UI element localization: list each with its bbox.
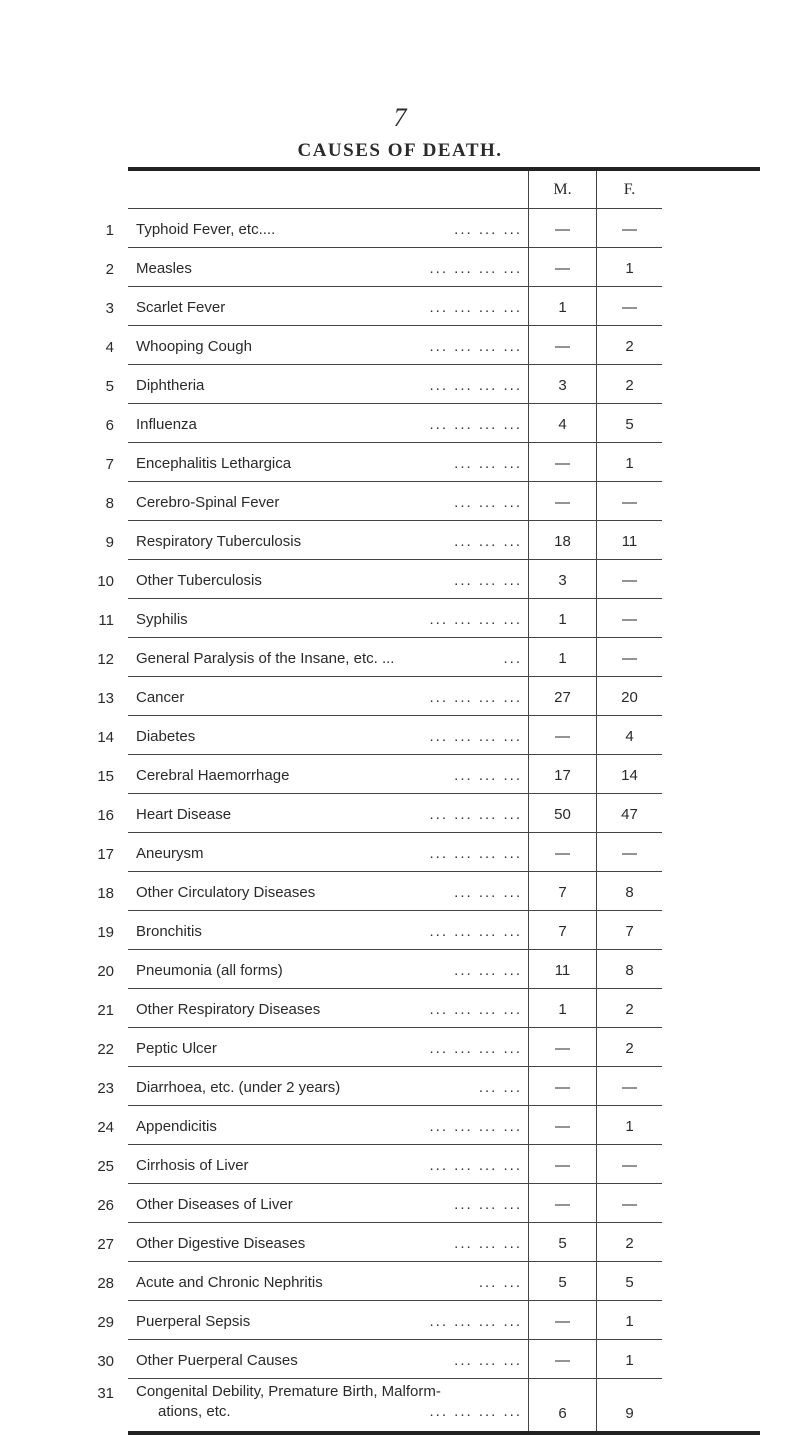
cause-cell bbox=[128, 1223, 528, 1262]
row-number: 3 bbox=[105, 300, 114, 317]
table-header-row bbox=[128, 171, 760, 209]
cause-label: Other Tuberculosis bbox=[136, 572, 272, 589]
header-cause-cell bbox=[128, 171, 528, 209]
leader-dots: ... ... ... ... bbox=[429, 416, 522, 433]
female-count: 2 bbox=[596, 989, 662, 1028]
cause-cell bbox=[128, 521, 528, 560]
female-count: 1 bbox=[596, 443, 662, 482]
female-count: 4 bbox=[596, 716, 662, 755]
row-number: 7 bbox=[105, 456, 114, 473]
cause-cell bbox=[128, 1028, 528, 1067]
leader-dots: ... ... ... bbox=[454, 962, 522, 979]
leader-dots: ... ... ... ... bbox=[429, 1001, 522, 1018]
female-count: — bbox=[596, 482, 662, 521]
cause-cell bbox=[128, 833, 528, 872]
leader-dots: ... ... ... ... bbox=[429, 845, 522, 862]
male-count: — bbox=[528, 1184, 596, 1223]
cause-label: Cerebro-Spinal Fever bbox=[136, 494, 289, 511]
leader-dots: ... ... ... ... bbox=[429, 377, 522, 394]
leader-dots: ... ... ... bbox=[454, 572, 522, 589]
cause-label: Other Circulatory Diseases bbox=[136, 884, 325, 901]
cause-cell bbox=[128, 560, 528, 599]
table-row bbox=[97, 638, 760, 677]
cause-cell bbox=[128, 794, 528, 833]
row-number: 10 bbox=[97, 573, 114, 590]
cause-cell bbox=[128, 209, 528, 248]
cause-cell bbox=[128, 1340, 528, 1379]
cause-label: Aneurysm bbox=[136, 845, 214, 862]
row-number: 11 bbox=[98, 612, 114, 629]
table-row bbox=[105, 287, 760, 326]
male-count: 7 bbox=[528, 872, 596, 911]
female-count: 7 bbox=[596, 911, 662, 950]
row-number: 19 bbox=[97, 924, 114, 941]
male-count: 1 bbox=[528, 638, 596, 677]
male-count: 3 bbox=[528, 365, 596, 404]
male-count: 1 bbox=[528, 599, 596, 638]
row-number: 24 bbox=[97, 1119, 114, 1136]
cause-cell bbox=[128, 1145, 528, 1184]
female-count: — bbox=[596, 287, 662, 326]
leader-dots: ... ... bbox=[478, 1274, 522, 1291]
female-count: — bbox=[596, 209, 662, 248]
cause-label: Pneumonia (all forms) bbox=[136, 962, 293, 979]
cause-label: Diarrhoea, etc. (under 2 years) bbox=[136, 1079, 350, 1096]
row-number: 20 bbox=[97, 963, 114, 980]
row-number: 6 bbox=[105, 417, 114, 434]
table-row bbox=[97, 716, 760, 755]
table-row bbox=[97, 560, 760, 599]
male-count: — bbox=[528, 833, 596, 872]
table-row bbox=[97, 1223, 760, 1262]
table-row bbox=[97, 1145, 760, 1184]
male-count: — bbox=[528, 1028, 596, 1067]
cause-cell bbox=[128, 1106, 528, 1145]
male-count: 17 bbox=[528, 755, 596, 794]
cause-label: Whooping Cough bbox=[136, 338, 262, 355]
row-number: 5 bbox=[105, 378, 114, 395]
table-body bbox=[97, 171, 760, 1431]
row-number: 12 bbox=[97, 651, 114, 668]
row-number: 21 bbox=[97, 1002, 114, 1019]
leader-dots: ... ... ... bbox=[454, 533, 522, 550]
leader-dots: ... ... ... bbox=[454, 1235, 522, 1252]
table-row bbox=[105, 209, 760, 248]
cause-label: Appendicitis bbox=[136, 1118, 227, 1135]
male-count: 7 bbox=[528, 911, 596, 950]
row-number: 30 bbox=[97, 1353, 114, 1370]
female-count: 2 bbox=[596, 1223, 662, 1262]
row-number: 25 bbox=[97, 1158, 114, 1175]
female-count: — bbox=[596, 833, 662, 872]
leader-dots: ... ... ... bbox=[454, 767, 522, 784]
leader-dots: ... ... ... ... bbox=[429, 1040, 522, 1057]
row-number: 4 bbox=[105, 339, 114, 356]
table-row bbox=[105, 404, 760, 443]
cause-label: Influenza bbox=[136, 416, 207, 433]
row-number: 1 bbox=[105, 222, 114, 239]
leader-dots: ... ... ... ... bbox=[429, 1313, 522, 1330]
cause-label: Cerebral Haemorrhage bbox=[136, 767, 299, 784]
row-number: 27 bbox=[97, 1236, 114, 1253]
cause-cell bbox=[128, 911, 528, 950]
female-count: — bbox=[596, 599, 662, 638]
table-row bbox=[105, 365, 760, 404]
leader-dots: ... ... ... bbox=[454, 494, 522, 511]
female-count: 47 bbox=[596, 794, 662, 833]
leader-dots: ... ... ... ... bbox=[429, 806, 522, 823]
cause-label: Cirrhosis of Liver bbox=[136, 1157, 259, 1174]
table-row bbox=[97, 755, 760, 794]
leader-dots: ... ... bbox=[478, 1079, 522, 1096]
leader-dots: ... ... ... ... bbox=[429, 1403, 522, 1420]
table-row bbox=[97, 1301, 760, 1340]
cause-cell bbox=[128, 989, 528, 1028]
leader-dots: ... ... ... ... bbox=[429, 338, 522, 355]
row-number: 28 bbox=[97, 1275, 114, 1292]
cause-cell bbox=[128, 716, 528, 755]
table-bottom-rule bbox=[128, 1431, 760, 1435]
female-count: 2 bbox=[596, 326, 662, 365]
female-count: 8 bbox=[596, 950, 662, 989]
cause-label: Other Respiratory Diseases bbox=[136, 1001, 330, 1018]
female-count: — bbox=[596, 1067, 662, 1106]
male-count: — bbox=[528, 248, 596, 287]
female-count: 1 bbox=[596, 1340, 662, 1379]
cause-cell bbox=[128, 755, 528, 794]
female-count: 11 bbox=[596, 521, 662, 560]
row-number: 2 bbox=[105, 261, 114, 278]
table-row bbox=[105, 326, 760, 365]
male-count: — bbox=[528, 482, 596, 521]
cause-cell bbox=[128, 248, 528, 287]
male-count: — bbox=[528, 1067, 596, 1106]
male-count: 1 bbox=[528, 287, 596, 326]
female-count: 8 bbox=[596, 872, 662, 911]
table-row bbox=[97, 872, 760, 911]
male-count: 5 bbox=[528, 1262, 596, 1301]
male-count: 4 bbox=[528, 404, 596, 443]
male-count: 3 bbox=[528, 560, 596, 599]
cause-cell bbox=[128, 404, 528, 443]
row-number: 15 bbox=[97, 768, 114, 785]
row-number: 22 bbox=[97, 1041, 114, 1058]
cause-cell bbox=[128, 326, 528, 365]
page-number: 7 bbox=[393, 103, 407, 132]
leader-dots: ... ... ... bbox=[454, 221, 522, 238]
cause-label: Bronchitis bbox=[136, 923, 212, 940]
male-count: — bbox=[528, 1106, 596, 1145]
female-count: — bbox=[596, 1145, 662, 1184]
table-row bbox=[105, 248, 760, 287]
female-count: 20 bbox=[596, 677, 662, 716]
table-row bbox=[98, 599, 760, 638]
table-row bbox=[97, 989, 760, 1028]
cause-label: Heart Disease bbox=[136, 806, 241, 823]
female-count: 1 bbox=[596, 1301, 662, 1340]
female-count: — bbox=[596, 1184, 662, 1223]
cause-cell bbox=[128, 599, 528, 638]
cause-label: Diphtheria bbox=[136, 377, 214, 394]
male-count: 1 bbox=[528, 989, 596, 1028]
cause-label: Measles bbox=[136, 260, 202, 277]
cause-label: Congenital Debility, Premature Birth, Malform- bbox=[136, 1382, 451, 1402]
cause-cell bbox=[128, 1184, 528, 1223]
cause-label: Scarlet Fever bbox=[136, 299, 235, 316]
table-row bbox=[97, 1379, 760, 1431]
male-count: 6 bbox=[528, 1379, 596, 1431]
leader-dots: ... ... ... bbox=[454, 884, 522, 901]
leader-dots: ... ... ... ... bbox=[429, 260, 522, 277]
table-row bbox=[97, 950, 760, 989]
male-count: — bbox=[528, 1145, 596, 1184]
cause-label: Encephalitis Lethargica bbox=[136, 455, 301, 472]
table-row bbox=[105, 443, 760, 482]
female-count: 14 bbox=[596, 755, 662, 794]
leader-dots: ... ... ... ... bbox=[429, 728, 522, 745]
cause-cell bbox=[128, 365, 528, 404]
table-row bbox=[97, 1340, 760, 1379]
male-count: — bbox=[528, 1301, 596, 1340]
row-number: 13 bbox=[97, 690, 114, 707]
table-row bbox=[105, 482, 760, 521]
row-number: 18 bbox=[97, 885, 114, 902]
cause-label: Peptic Ulcer bbox=[136, 1040, 227, 1057]
table-row bbox=[97, 1028, 760, 1067]
cause-label: Syphilis bbox=[136, 611, 198, 628]
leader-dots: ... ... ... ... bbox=[429, 923, 522, 940]
header-female: F. bbox=[596, 171, 662, 209]
cause-cell bbox=[128, 443, 528, 482]
leader-dots: ... ... ... ... bbox=[429, 299, 522, 316]
female-count: 9 bbox=[596, 1379, 662, 1431]
leader-dots: ... ... ... bbox=[454, 1352, 522, 1369]
table-row bbox=[97, 1262, 760, 1301]
female-count: — bbox=[596, 638, 662, 677]
table-row bbox=[97, 1184, 760, 1223]
male-count: — bbox=[528, 443, 596, 482]
cause-cell bbox=[128, 872, 528, 911]
male-count: 50 bbox=[528, 794, 596, 833]
female-count: 1 bbox=[596, 1106, 662, 1145]
female-count: 5 bbox=[596, 1262, 662, 1301]
table-row bbox=[97, 794, 760, 833]
cause-label: Puerperal Sepsis bbox=[136, 1313, 260, 1330]
cause-cell bbox=[128, 1067, 528, 1106]
table-row bbox=[97, 911, 760, 950]
leader-dots: ... ... ... ... bbox=[429, 1118, 522, 1135]
page-title: CAUSES OF DEATH. bbox=[297, 140, 503, 161]
female-count: — bbox=[596, 560, 662, 599]
row-number: 23 bbox=[97, 1080, 114, 1097]
female-count: 2 bbox=[596, 365, 662, 404]
male-count: 5 bbox=[528, 1223, 596, 1262]
male-count: 27 bbox=[528, 677, 596, 716]
male-count: — bbox=[528, 326, 596, 365]
table-row bbox=[97, 833, 760, 872]
row-number: 31 bbox=[97, 1385, 114, 1402]
male-count: 18 bbox=[528, 521, 596, 560]
table-row bbox=[97, 1106, 760, 1145]
leader-dots: ... bbox=[503, 650, 522, 667]
cause-label: Diabetes bbox=[136, 728, 205, 745]
cause-label: Cancer bbox=[136, 689, 194, 706]
row-number: 26 bbox=[97, 1197, 114, 1214]
leader-dots: ... ... ... ... bbox=[429, 1157, 522, 1174]
male-count: 11 bbox=[528, 950, 596, 989]
header-male: M. bbox=[528, 171, 596, 209]
cause-label: Other Digestive Diseases bbox=[136, 1235, 315, 1252]
row-number: 9 bbox=[105, 534, 114, 551]
female-count: 1 bbox=[596, 248, 662, 287]
leader-dots: ... ... ... ... bbox=[429, 611, 522, 628]
table-row bbox=[97, 1067, 760, 1106]
cause-label: Typhoid Fever, etc.... bbox=[136, 221, 285, 238]
leader-dots: ... ... ... bbox=[454, 1196, 522, 1213]
male-count: — bbox=[528, 1340, 596, 1379]
cause-cell bbox=[128, 1262, 528, 1301]
row-number: 17 bbox=[97, 846, 114, 863]
table-row bbox=[97, 677, 760, 716]
cause-label: General Paralysis of the Insane, etc. ... bbox=[136, 650, 404, 667]
cause-cell bbox=[128, 950, 528, 989]
cause-label: Respiratory Tuberculosis bbox=[136, 533, 311, 550]
female-count: 5 bbox=[596, 404, 662, 443]
cause-cell bbox=[128, 638, 528, 677]
leader-dots: ... ... ... bbox=[454, 455, 522, 472]
row-number: 29 bbox=[97, 1314, 114, 1331]
female-count: 2 bbox=[596, 1028, 662, 1067]
table-row bbox=[105, 521, 760, 560]
male-count: — bbox=[528, 716, 596, 755]
cause-cell bbox=[128, 1301, 528, 1340]
male-count: — bbox=[528, 209, 596, 248]
cause-label: Other Diseases of Liver bbox=[136, 1196, 303, 1213]
cause-label-continued: ations, etc. bbox=[136, 1402, 241, 1422]
row-number: 16 bbox=[97, 807, 114, 824]
causes-table bbox=[97, 167, 760, 1435]
row-number: 8 bbox=[105, 495, 114, 512]
cause-cell bbox=[128, 287, 528, 326]
cause-cell bbox=[128, 1379, 528, 1431]
row-number: 14 bbox=[97, 729, 114, 746]
cause-cell bbox=[128, 482, 528, 521]
cause-label: Other Puerperal Causes bbox=[136, 1352, 308, 1369]
cause-label: Acute and Chronic Nephritis bbox=[136, 1274, 333, 1291]
leader-dots: ... ... ... ... bbox=[429, 689, 522, 706]
cause-cell bbox=[128, 677, 528, 716]
